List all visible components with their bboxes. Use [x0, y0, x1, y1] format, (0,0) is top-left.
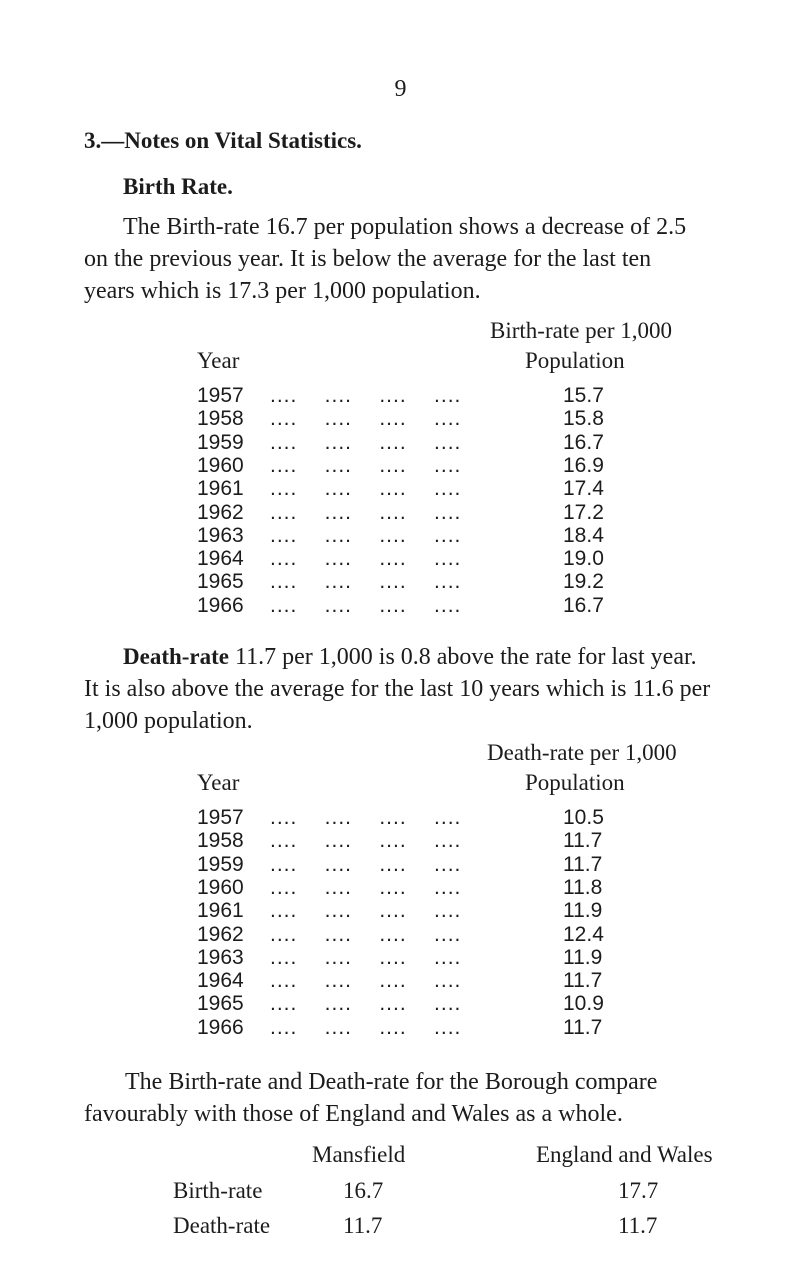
death-col-rate-header-1: Death-rate per 1,000 — [487, 740, 677, 765]
birth-table-year: 1962 — [197, 500, 244, 524]
birth-table-leader-dots: .... .... .... .... — [270, 500, 462, 524]
birth-table-leader-dots: .... .... .... .... — [270, 384, 462, 407]
death-table-year: 1963 — [197, 945, 244, 969]
birth-table-leader-dots: .... .... .... .... — [270, 453, 462, 477]
death-table-rate: 11.7 — [563, 969, 603, 993]
comparison-england-value: 17.7 — [618, 1178, 659, 1203]
birth-table-rate: 16.7 — [563, 593, 604, 617]
death-col-rate-header-2: Population — [525, 770, 625, 795]
death-table-rate: 11.7 — [563, 1015, 603, 1039]
birth-table-year: 1959 — [197, 430, 244, 454]
section-title: 3.—Notes on Vital Statistics. — [84, 128, 362, 153]
death-table-rate: 10.9 — [563, 992, 604, 1016]
birth-col-rate-header-2: Population — [525, 348, 625, 373]
birth-table-rate: 17.2 — [563, 500, 604, 524]
birth-table-rate: 19.2 — [563, 570, 604, 594]
birth-table-rate: 19.0 — [563, 547, 604, 571]
birth-table-rate: 16.9 — [563, 453, 604, 477]
birth-table-leader-dots: .... .... .... .... — [270, 430, 462, 454]
death-table-leader-dots: .... .... .... .... — [270, 945, 462, 969]
death-table-leader-dots: .... .... .... .... — [270, 899, 462, 923]
death-table-rate: 12.4 — [563, 922, 604, 946]
death-table-leader-dots: .... .... .... .... — [270, 829, 462, 853]
birth-table-year: 1958 — [197, 407, 244, 431]
death-table-rate: 10.5 — [563, 806, 604, 829]
death-table-year: 1966 — [197, 1015, 244, 1039]
birth-table-leader-dots: .... .... .... .... — [270, 547, 462, 571]
birth-table-leader-dots: .... .... .... .... — [270, 523, 462, 547]
birth-paragraph-line-1: The Birth-rate 16.7 per population shows a decrease of 2.5 — [123, 214, 687, 240]
birth-table-year: 1965 — [197, 570, 244, 594]
page-number: 9 — [394, 76, 407, 102]
birth-paragraph-line-3: years which is 17.3 per 1,000 population. — [84, 278, 481, 304]
death-table-leader-dots: .... .... .... .... — [270, 969, 462, 993]
death-table-rate: 11.7 — [563, 852, 603, 876]
death-table-rate: 11.7 — [563, 829, 603, 853]
comparison-england-value: 11.7 — [618, 1213, 658, 1238]
death-table-year: 1964 — [197, 969, 244, 993]
birth-col-rate-header-1: Birth-rate per 1,000 — [490, 318, 673, 343]
birth-table-year: 1957 — [197, 384, 244, 407]
birth-table-year: 1960 — [197, 453, 244, 477]
birth-table-rate: 15.7 — [563, 384, 604, 407]
birth-table-leader-dots: .... .... .... .... — [270, 570, 462, 594]
death-table-leader-dots: .... .... .... .... — [270, 922, 462, 946]
death-table-year: 1962 — [197, 922, 244, 946]
birth-table-leader-dots: .... .... .... .... — [270, 407, 462, 431]
birth-rate-heading: Birth Rate. — [123, 174, 233, 199]
birth-table-leader-dots: .... .... .... .... — [270, 477, 462, 501]
death-table-leader-dots: .... .... .... .... — [270, 992, 462, 1016]
birth-table-rate: 18.4 — [563, 523, 604, 547]
death-paragraph-line-3: 1,000 population. — [84, 708, 253, 734]
comparison-row-label: Death-rate — [173, 1213, 271, 1238]
comparison-paragraph-line-1: The Birth-rate and Death-rate for the Borough compare — [125, 1069, 658, 1095]
comparison-paragraph-line-2: favourably with those of England and Wales as a whole. — [84, 1101, 623, 1127]
comparison-mansfield-value: 11.7 — [343, 1213, 383, 1238]
death-table-year: 1958 — [197, 829, 244, 853]
death-table-leader-dots: .... .... .... .... — [270, 852, 462, 876]
birth-table-leader-dots: .... .... .... .... — [270, 593, 462, 617]
death-table-rate: 11.9 — [563, 945, 603, 969]
death-table-year: 1965 — [197, 992, 244, 1016]
death-table-year: 1957 — [197, 806, 244, 829]
death-table-leader-dots: .... .... .... .... — [270, 1015, 462, 1039]
death-paragraph-line-1 — [123, 641, 697, 673]
birth-table-rate: 17.4 — [563, 477, 604, 501]
death-table-rate: 11.9 — [563, 899, 603, 923]
death-table-leader-dots: .... .... .... .... — [270, 875, 462, 899]
birth-table-rate: 15.8 — [563, 407, 604, 431]
death-paragraph-line-1-text: 11.7 per 1,000 is 0.8 above the rate for last year. — [229, 644, 697, 670]
death-table-year: 1960 — [197, 875, 244, 899]
death-table-year: 1959 — [197, 852, 244, 876]
comparison-col-mansfield: Mansfield — [312, 1142, 406, 1167]
comparison-col-england: England and Wales — [536, 1142, 713, 1167]
birth-paragraph-line-2: on the previous year. It is below the average for the last ten — [84, 246, 652, 272]
death-rate-heading: Death-rate — [123, 644, 230, 669]
death-col-year-header: Year — [197, 770, 240, 795]
birth-table-year: 1961 — [197, 477, 244, 501]
birth-table-rate: 16.7 — [563, 430, 604, 454]
comparison-mansfield-value: 16.7 — [343, 1178, 384, 1203]
birth-table-year: 1966 — [197, 593, 244, 617]
death-table-leader-dots: .... .... .... .... — [270, 806, 462, 829]
birth-col-year-header: Year — [197, 348, 240, 373]
comparison-row-label: Birth-rate — [173, 1178, 263, 1203]
death-table-year: 1961 — [197, 899, 244, 923]
birth-table-year: 1963 — [197, 523, 244, 547]
death-paragraph-line-2: It is also above the average for the last 10 years which is 11.6 per — [84, 676, 711, 702]
birth-table-year: 1964 — [197, 547, 244, 571]
death-table-rate: 11.8 — [563, 875, 603, 899]
